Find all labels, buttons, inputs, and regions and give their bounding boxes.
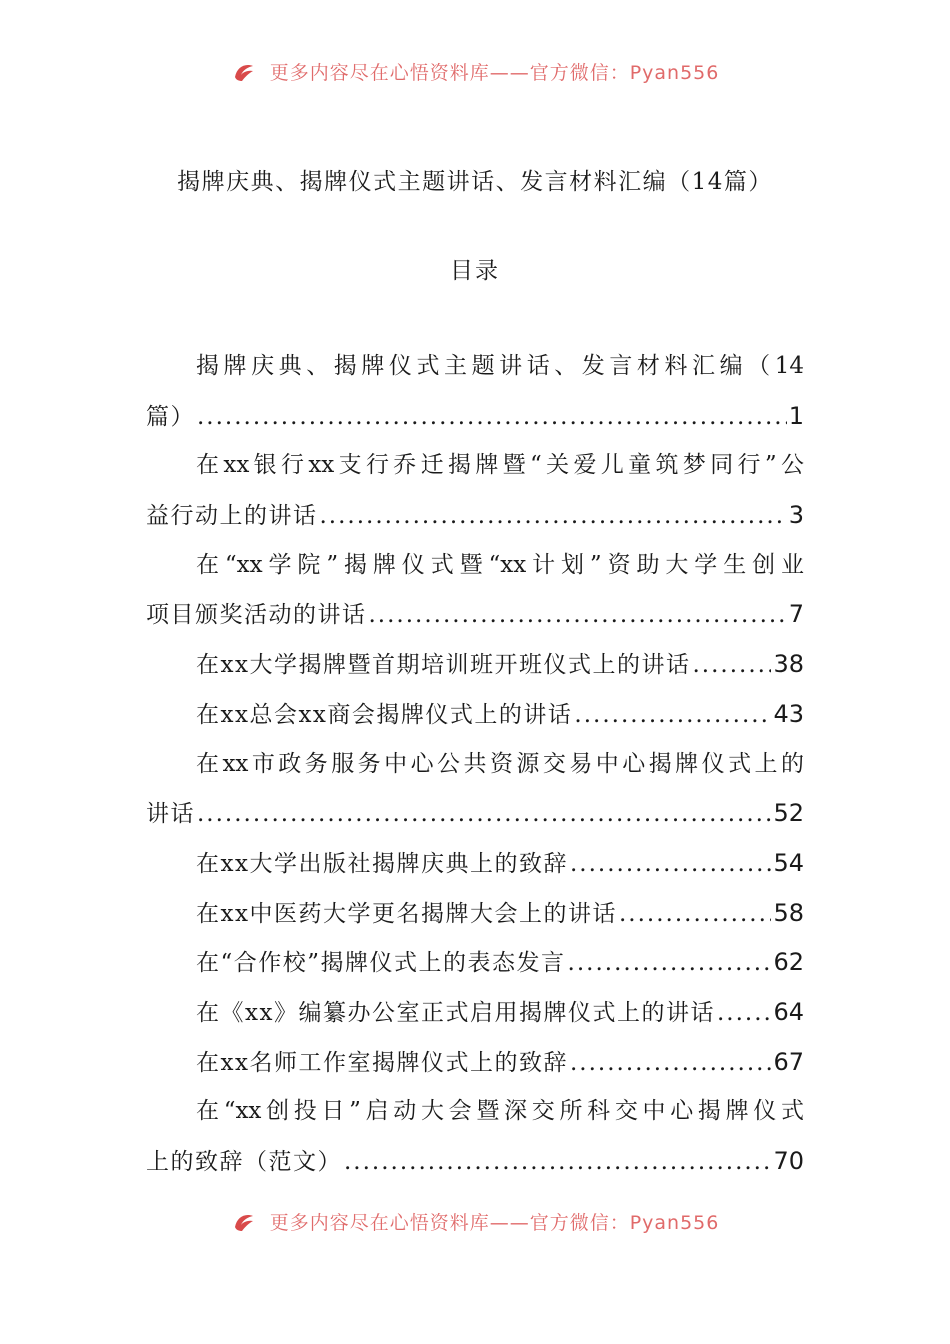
toc-page-number: 1: [788, 401, 804, 430]
toc-entry-text: 在xx名师工作室揭牌仪式上的致辞: [196, 1049, 568, 1076]
toc-entry[interactable]: [146, 839, 804, 889]
toc-page-number: 67: [773, 1047, 804, 1076]
watermark-text: 更多内容尽在心悟资料库——官方微信：Pyan556: [269, 1212, 720, 1234]
toc-page-number: 64: [773, 997, 804, 1026]
toc-entry[interactable]: [146, 889, 804, 939]
toc-page-number: 62: [773, 948, 804, 977]
toc-entry[interactable]: [146, 988, 804, 1038]
toc-page-number: 58: [773, 898, 804, 927]
toc-leader-dots: [570, 840, 772, 889]
toc-page-number: 54: [773, 848, 804, 877]
toc-entry[interactable]: [146, 590, 804, 640]
toc-leader-dots: [568, 939, 772, 988]
toc-entry-text: 在“合作校”揭牌仪式上的表态发言: [196, 950, 566, 977]
toc-entry-line[interactable]: 在xx市政务服务中心公共资源交易中心揭牌仪式上的: [196, 750, 804, 777]
toc-entry-line[interactable]: 在“xx创投日”启动大会暨深交所科交中心揭牌仪式: [196, 1098, 804, 1125]
toc-entry[interactable]: [146, 789, 804, 839]
toc-leader-dots: [369, 591, 787, 640]
toc-entry-text: 讲话: [146, 801, 195, 828]
toc-entry[interactable]: [146, 640, 804, 690]
toc-entry-text: 益行动上的讲话: [146, 503, 318, 530]
watermark-bottom: [0, 1208, 950, 1235]
toc-leader-dots: [197, 393, 787, 442]
toc-leader-dots: [344, 1138, 771, 1187]
toc-page-number: 7: [788, 600, 804, 629]
toc-entry[interactable]: [146, 392, 804, 442]
table-of-contents: [146, 342, 804, 1187]
toc-leader-dots: [574, 691, 771, 740]
toc-page-number: 70: [773, 1147, 804, 1175]
watermark-text: 更多内容尽在心悟资料库——官方微信：Pyan556: [269, 62, 720, 84]
watermark-top: [0, 58, 950, 85]
toc-entry[interactable]: [146, 938, 804, 988]
toc-entry-text: 篇）: [146, 403, 195, 430]
document-title: 揭牌庆典、揭牌仪式主题讲话、发言材料汇编（14篇）: [177, 169, 773, 195]
toc-leader-dots: [320, 492, 787, 541]
toc-leader-dots: [619, 890, 772, 939]
toc-entry[interactable]: [146, 1038, 804, 1088]
toc-entry-text: 在xx中医药大学更名揭牌大会上的讲话: [196, 900, 617, 927]
toc-entry[interactable]: [146, 1137, 804, 1187]
toc-heading: 目录: [450, 258, 500, 284]
toc-entry-text: 项目颁奖活动的讲话: [146, 602, 367, 629]
toc-entry[interactable]: [146, 690, 804, 740]
toc-page-number: 38: [773, 650, 804, 679]
brand-logo-icon: [231, 61, 257, 83]
toc-leader-dots: [570, 1039, 772, 1088]
toc-entry-text: 在xx大学出版社揭牌庆典上的致辞: [196, 850, 568, 877]
toc-entry-line[interactable]: 在“xx学院”揭牌仪式暨“xx计划”资助大学生创业: [196, 551, 804, 578]
toc-entry[interactable]: [146, 491, 804, 541]
toc-page-number: 3: [788, 501, 804, 530]
toc-leader-dots: [692, 641, 771, 690]
toc-entry-line[interactable]: 在xx银行xx支行乔迁揭牌暨“关爱儿童筑梦同行”公: [196, 452, 804, 479]
toc-entry-text: 在xx大学揭牌暨首期培训班开班仪式上的讲话: [196, 652, 691, 679]
toc-leader-dots: [197, 790, 771, 839]
toc-page-number: 52: [773, 799, 804, 828]
toc-page-number: 43: [773, 699, 804, 728]
toc-entry-text: 在xx总会xx商会揭牌仪式上的讲话: [196, 701, 573, 728]
toc-entry-line[interactable]: 揭牌庆典、揭牌仪式主题讲话、发言材料汇编（14: [196, 353, 804, 379]
toc-leader-dots: [717, 989, 772, 1038]
toc-entry-text: 上的致辞（范文）: [146, 1149, 342, 1175]
brand-logo-icon: [231, 1211, 257, 1233]
toc-entry-text: 在《xx》编纂办公室正式启用揭牌仪式上的讲话: [196, 999, 715, 1026]
